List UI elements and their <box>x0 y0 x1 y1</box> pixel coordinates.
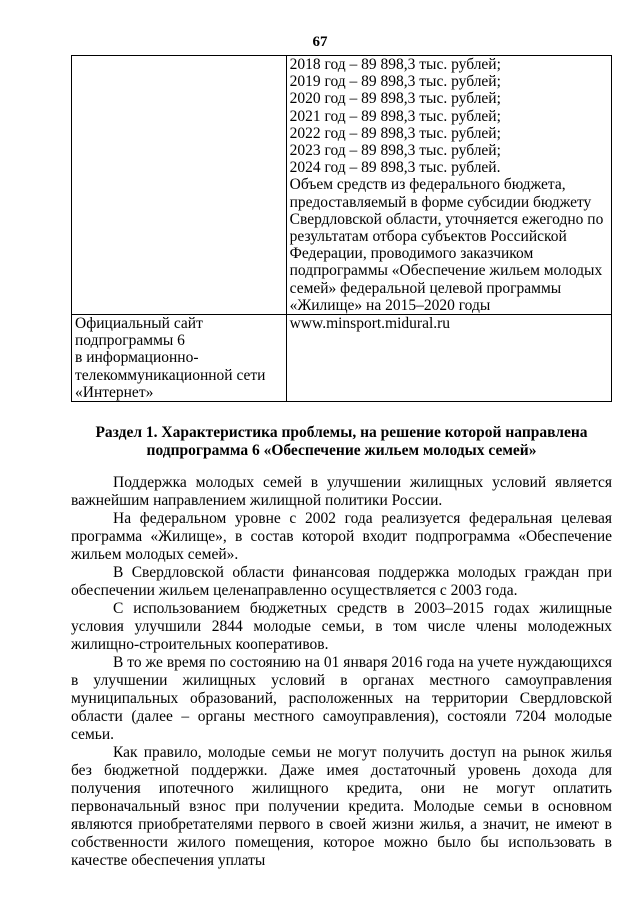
funding-line: 2023 год – 89 898,3 тыс. рублей; <box>289 142 501 160</box>
page-number: 67 <box>312 34 328 50</box>
federal-funding-note-line: предоставляемый в форме субсидии бюджету <box>289 193 592 211</box>
section-body <box>71 474 612 870</box>
website-label-cell <box>72 315 287 402</box>
funding-line: 2018 год – 89 898,3 тыс. рублей; <box>289 56 501 73</box>
funding-line: 2021 год – 89 898,3 тыс. рублей; <box>289 107 501 125</box>
federal-funding-note-line: «Жилище» на 2015–2020 годы <box>289 296 491 314</box>
funding-line: 2019 год – 89 898,3 тыс. рублей; <box>289 73 501 91</box>
federal-funding-note-line: результатам отбора субъектов Российской <box>289 228 567 246</box>
table-cell-empty <box>72 56 287 315</box>
website-url: www.minsport.midural.ru <box>289 315 451 333</box>
funding-details-cell <box>286 56 611 315</box>
website-label-line: Официальный сайт <box>75 315 203 333</box>
federal-funding-note-line: семей» федеральной целевой программы <box>289 279 562 297</box>
passport-table <box>71 55 612 402</box>
section-heading-line: Раздел 1. Характеристика проблемы, на решение которой направлена <box>95 424 588 441</box>
table-row <box>72 315 612 402</box>
website-label-line: подпрограммы 6 <box>75 332 185 350</box>
section-heading-line: подпрограмма 6 «Обеспечение жильем молодых семей» <box>146 442 537 459</box>
paragraph: С использованием бюджетных средств в 2003–2015 годах жилищные условия улучшили 2844 молодые семьи, в том числе члены молодежных жилищно-строительных кооперативов. <box>71 600 612 653</box>
website-label-line: телекоммуникационной сети <box>75 366 266 384</box>
funding-line: 2022 год – 89 898,3 тыс. рублей; <box>289 124 501 142</box>
federal-funding-note-line: Свердловской области, уточняется ежегодно по <box>289 210 604 228</box>
federal-funding-note-line: Федерации, проводимого заказчиком <box>289 245 534 263</box>
website-url-cell <box>286 315 611 402</box>
funding-line: 2024 год – 89 898,3 тыс. рублей. <box>289 159 501 177</box>
federal-funding-note-line: Объем средств из федерального бюджета, <box>289 176 566 194</box>
paragraph: На федеральном уровне с 2002 года реализуется федеральная целевая программа «Жилище», в состав которой входит подпрограмма «Обеспечение жильем молодых семей». <box>71 510 612 563</box>
table-row <box>72 56 612 315</box>
section-heading <box>71 424 612 460</box>
paragraph: Поддержка молодых семей в улучшении жилищных условий является важнейшим направлением жилищной политики России. <box>71 474 612 509</box>
paragraph: В Свердловской области финансовая поддержка молодых граждан при обеспечении жильем целенаправленно осуществляется с 2003 года. <box>71 564 612 599</box>
website-label-line: в информационно- <box>75 349 199 367</box>
funding-line: 2020 год – 89 898,3 тыс. рублей; <box>289 90 501 108</box>
website-label-line: «Интернет» <box>75 383 154 401</box>
federal-funding-note-line: подпрограммы «Обеспечение жильем молодых <box>289 262 603 280</box>
paragraph: Как правило, молодые семьи не могут получить доступ на рынок жилья без бюджетной поддержки. Даже имея достаточный уровень дохода для получения ипотечного жилищного кредита, они не могут оплатить первоначальный взнос при получении кредита. Молодые семьи в основном являются приобретателями первого в своей жизни жилья, а значит, не имеют в собственности жилого помещения, которое можно было бы использовать в качестве обеспечения уплаты <box>71 744 612 869</box>
paragraph: В то же время по состоянию на 01 января 2016 года на учете нуждающихся в улучшении жилищных условий в органах местного самоуправления муниципальных образований, расположенных на территории Свердловской области (далее – органы местного самоуправления), состояли 7204 молодые семьи. <box>71 654 612 743</box>
